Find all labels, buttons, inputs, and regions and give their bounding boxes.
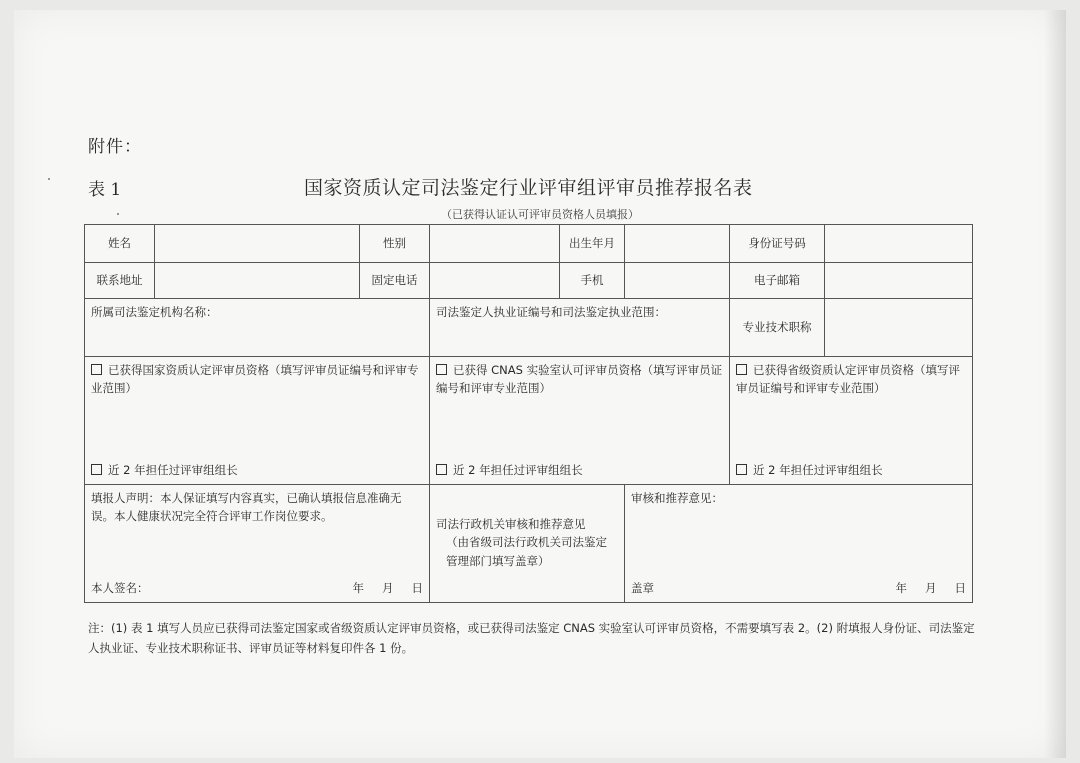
national-leader-text: 近 2 年担任过评审组组长: [108, 462, 238, 477]
table-number: 表 1: [88, 180, 122, 200]
cnas-qualification-cell: [430, 357, 730, 485]
professional-title-field[interactable]: [825, 299, 973, 357]
seal-label: 盖章: [631, 580, 654, 595]
review-cell[interactable]: [625, 485, 973, 603]
birth-label: 出生年月: [560, 225, 625, 263]
review-date-month: 月: [925, 580, 937, 595]
license-cell[interactable]: [430, 299, 730, 357]
statement-text: 填报人声明：本人保证填写内容真实，已确认填报信息准确无误。本人健康状况完全符合评审工作岗位要求。: [91, 491, 402, 524]
national-qualification-checkbox[interactable]: [91, 364, 102, 375]
mobile-field[interactable]: [625, 263, 730, 299]
review-date: [878, 579, 967, 597]
provincial-qualification-checkbox[interactable]: [736, 364, 747, 375]
national-qualification-text: 已获得国家资质认定评审员资格（填写评审员证编号和评审专业范围）: [91, 363, 419, 396]
cnas-leader-checkbox[interactable]: [436, 464, 447, 475]
admin-opinion-title: 司法行政机关审核和推荐意见: [436, 517, 586, 531]
national-leader-checkbox[interactable]: [91, 464, 102, 475]
review-label: 审核和推荐意见：: [631, 491, 723, 505]
professional-title-label: 专业技术职称: [730, 299, 825, 357]
mobile-label: 手机: [560, 263, 625, 299]
document-subtitle: （已获得认证认可评审员资格人员填报）: [441, 208, 639, 221]
document-page: [14, 10, 1066, 758]
address-field[interactable]: [155, 263, 360, 299]
admin-opinion-note: （由省级司法行政机关司法鉴定管理部门填写盖章）: [446, 535, 607, 568]
provincial-leader-text: 近 2 年担任过评审组组长: [753, 462, 883, 477]
address-label: 联系地址: [85, 263, 155, 299]
signature-label[interactable]: 本人签名：: [91, 580, 149, 595]
id-number-field[interactable]: [825, 225, 973, 263]
document-title: 国家资质认定司法鉴定行业评审组评审员推荐报名表: [304, 177, 753, 199]
institution-cell[interactable]: [85, 299, 430, 357]
review-date-year: 年: [895, 580, 907, 595]
landline-field[interactable]: [430, 263, 560, 299]
birth-field[interactable]: [625, 225, 730, 263]
name-field[interactable]: [155, 225, 360, 263]
license-label: 司法鉴定人执业证编号和司法鉴定执业范围：: [436, 305, 666, 319]
email-label: 电子邮箱: [730, 263, 825, 299]
date-month: 月: [382, 580, 394, 595]
admin-opinion-cell: [430, 485, 625, 603]
national-qualification-cell: [85, 357, 430, 485]
review-date-day: 日: [954, 580, 966, 595]
signature-date: [335, 579, 424, 597]
gender-field[interactable]: [430, 225, 560, 263]
scan-shadow: [1044, 10, 1066, 758]
statement-cell: [85, 485, 430, 603]
institution-label: 所属司法鉴定机构名称：: [91, 305, 218, 319]
scan-speck: [117, 213, 119, 215]
landline-label: 固定电话: [360, 263, 430, 299]
scan-speck: [48, 178, 50, 180]
date-day: 日: [411, 580, 423, 595]
attachment-label: 附件：: [88, 137, 142, 157]
name-label: 姓名: [85, 225, 155, 263]
provincial-qualification-text: 已获得省级资质认定评审员资格（填写评审员证编号和评审专业范围）: [736, 363, 960, 396]
gender-label: 性别: [360, 225, 430, 263]
registration-form-table: [84, 224, 973, 603]
cnas-leader-text: 近 2 年担任过评审组组长: [453, 462, 583, 477]
footnote: 注：(1) 表 1 填写人员应已获得司法鉴定国家或省级资质认定评审员资格，或已获得司法鉴定 CNAS 实验室认可评审员资格，不需要填写表 2。(2) 附填报人身份证、司法鉴定人执业证、专业技术职称证书、评审员证等材料复印件各 1 份。: [88, 621, 975, 656]
date-year: 年: [352, 580, 364, 595]
provincial-qualification-cell: [730, 357, 973, 485]
email-field[interactable]: [825, 263, 973, 299]
cnas-qualification-checkbox[interactable]: [436, 364, 447, 375]
cnas-qualification-text: 已获得 CNAS 实验室认可评审员资格（填写评审员证编号和评审专业范围）: [436, 363, 723, 396]
provincial-leader-checkbox[interactable]: [736, 464, 747, 475]
id-number-label: 身份证号码: [730, 225, 825, 263]
